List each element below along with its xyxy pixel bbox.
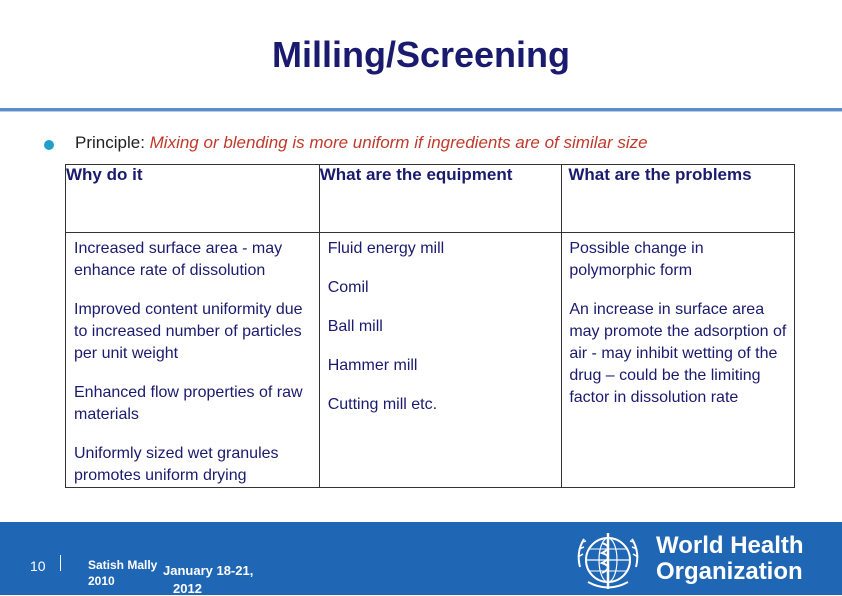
problem-item: Possible change in polymorphic form	[569, 240, 704, 279]
equipment-item: Comil	[327, 279, 369, 296]
principle-label: Principle:	[75, 133, 150, 152]
why-item: Uniformly sized wet granules promotes uniform drying	[74, 445, 279, 484]
equipment-item: Hammer mill	[327, 357, 418, 374]
principle-text: Mixing or blending is more uniform if ingredients are of similar size	[149, 133, 648, 152]
author-year: 2010	[88, 574, 115, 588]
header-equipment: What are the equipment	[319, 165, 562, 233]
who-name-line2: Organization	[656, 558, 803, 585]
equipment-item: Fluid energy mill	[327, 240, 445, 257]
title-divider-shadow	[0, 111, 842, 112]
equipment-item: Ball mill	[327, 318, 383, 335]
slide-title: Milling/Screening	[271, 34, 571, 75]
why-item: Improved content uniformity due to increased number of particles per unit weight	[74, 301, 303, 362]
table-header-row	[66, 165, 795, 233]
event-year: 2012	[173, 581, 202, 596]
why-item: Enhanced flow properties of raw materials	[74, 384, 303, 423]
page-number-divider	[60, 555, 61, 571]
why-cell	[66, 233, 320, 488]
principle-line	[75, 133, 648, 153]
problems-cell	[562, 233, 795, 488]
author-name: Satish Mally	[88, 558, 158, 572]
event-date: January 18-21,	[163, 563, 254, 578]
equipment-item: Cutting mill etc.	[327, 396, 438, 413]
header-problems: What are the problems	[562, 165, 795, 233]
bullet-dot-icon	[44, 140, 54, 150]
equipment-cell	[319, 233, 562, 488]
milling-table	[65, 164, 795, 488]
problem-item: An increase in surface area may promote the adsorption of air - may inhibit wetting of the drug – could be the limiting factor in dissolution rate	[569, 301, 787, 406]
who-name-line1: World Health	[656, 532, 804, 559]
who-name	[656, 533, 804, 585]
page-number: 10	[30, 558, 46, 574]
why-item: Increased surface area - may enhance rate of dissolution	[74, 240, 283, 279]
who-emblem-icon	[574, 527, 652, 593]
header-why: Why do it	[66, 165, 320, 233]
table-row	[66, 233, 795, 488]
